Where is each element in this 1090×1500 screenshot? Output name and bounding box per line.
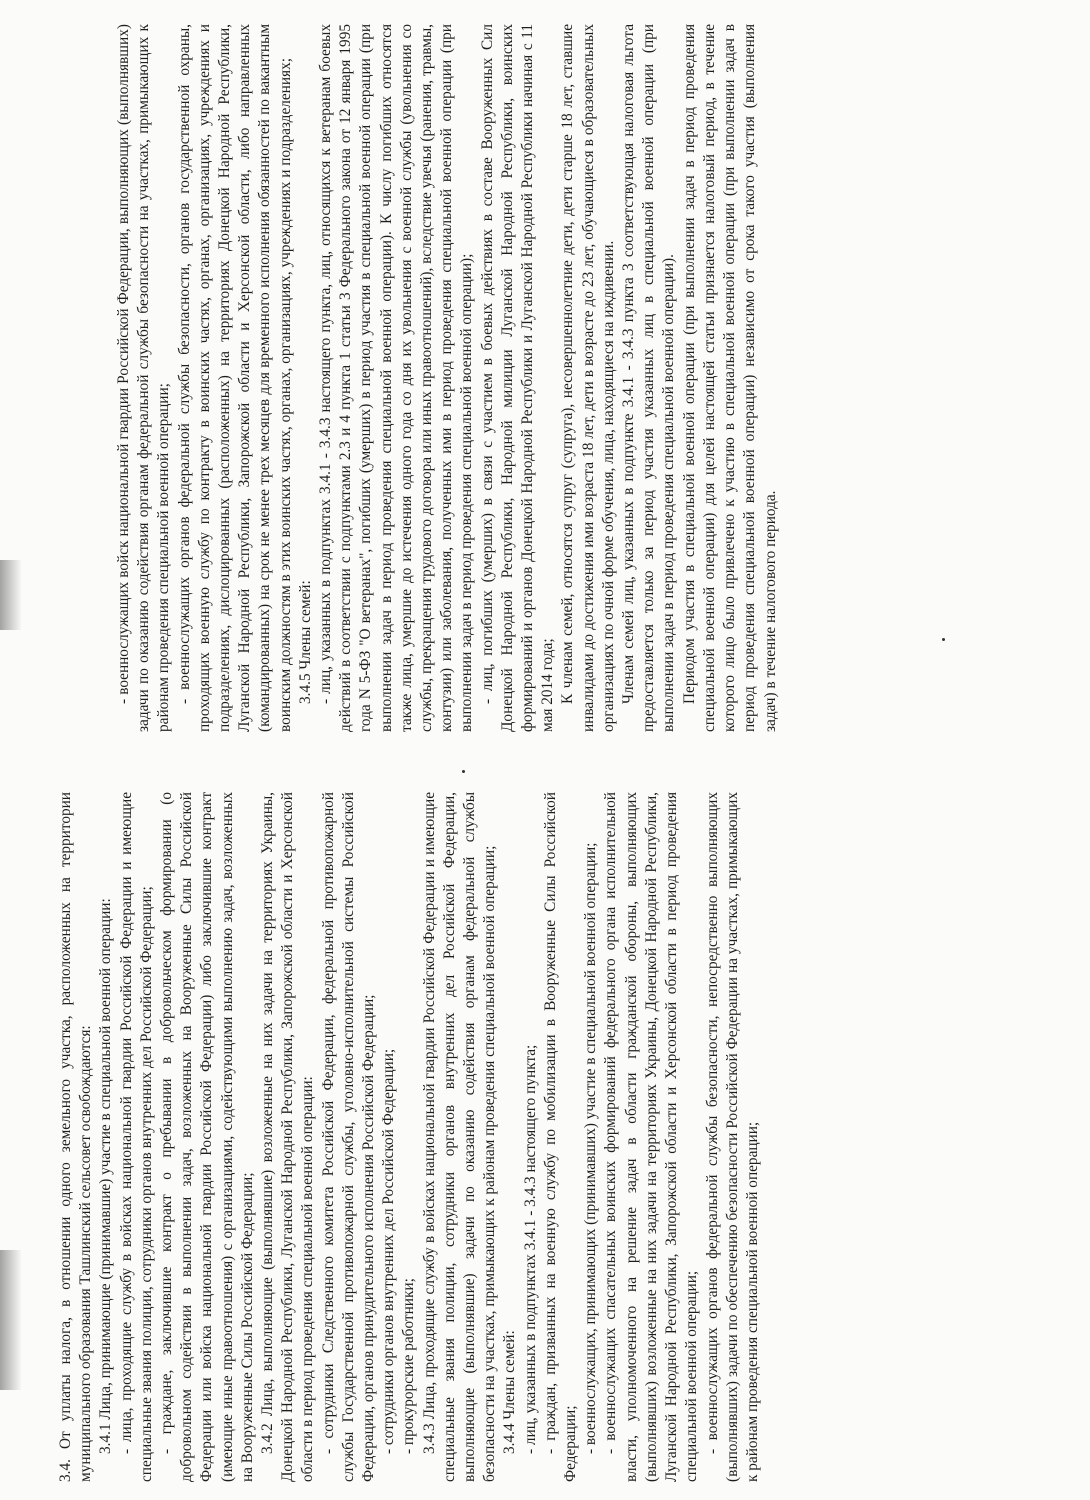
list-item: - лиц, погибших (умерших) в связи с участием в боевых действиях в составе Вооруженных Сил Донецкой Народной Республики, Народной милиции Луганской Народной Республики, воинских формирований и органов Донецкой Народной Республики и Луганской Народной Республики начиная с 11 мая 2014 года; xyxy=(478,24,557,732)
paragraph-3-4-3: 3.4.3 Лица, проходящие службу в войсках национальной гвардии Российской Федерации и имеющие специальные звания полиции, сотрудники органов внутренних дел Российской Федерации, выполняющие (выполнявшие) задачи по оказанию содействия органам федеральной службы безопасности на участках, примыкающих к районам проведения специальной военной операции; xyxy=(420,792,499,1482)
scan-shadow-top xyxy=(0,560,22,630)
right-column xyxy=(114,24,1090,732)
list-item: - прокурорские работники; xyxy=(400,1278,418,1454)
benefit-period-note: Членам семей лиц, указанных в подпункте 3.4.1 - 3.4.3 пункта 3 соответствующая налоговая льгота предоставляется только за период участия указанных лиц в специальной военной операции (при выполнении задач в период проведения специальной военной операции). xyxy=(620,24,678,732)
list-item: - военнослужащих, принимающих (принимавших) участие в специальной военной операции; xyxy=(582,842,600,1454)
family-definition: К членам семей, относятся супруг (супруга), несовершеннолетние дети, дети старше 18 лет, ставшие инвалидами до достижения ими возраста 18 лет, дети в возрасте до 23 лет, обучающиеся в образовательных организациях по очной форме обучения, лица, находящиеся на иждивении. xyxy=(559,24,617,732)
paragraph-3-4-4: 3.4.4 Члены семей: xyxy=(501,1330,519,1454)
list-item: - сотрудники Следственного комитета Российской Федерации, федеральной противопожарной службы Государственной противопожарной службы, уголовно-исполнительной системы Российской Федерации, органов принудительного исполнения Российской Федерации; xyxy=(319,792,378,1482)
list-item: - сотрудники органов внутренних дел Российской Федерации; xyxy=(380,1048,398,1454)
paragraph-3-4: 3.4. От уплаты налога, в отношении одного земельного участка, расположенных на территории муниципального образования Ташлинский сельсовет освобождаются: xyxy=(57,792,95,1482)
list-item: - граждане, заключившие контракт о пребывании в добровольческом формировании (о добровольном содействии в выполнении задач, возложенных на Вооруженные Силы Российской Федерации или войска национальной гвардии Российской Федерации) либо заключившие контракт (имеющие иные правоотношения) с организациями, содействующими выполнению задач, возложенных на Вооруженные Силы Российской Федерации; xyxy=(158,792,256,1482)
paragraph-3-4-1: 3.4.1 Лица, принимающие (принимавшие) участие в специальной военной операции: xyxy=(97,898,115,1454)
participation-period-note: Периодом участия в специальной военной операции (при выполнении задач в период проведения специальной военной операции) для целей настоящей статьи признается налоговый период, в течение которого лицо было привлечено к участию в специальной военной операции (при выполнении задач в период проведения специальной военной операции) независимо от срока такого участия (выполнения задач) в течение налогового периода. xyxy=(680,24,779,732)
list-item: - лица, проходящие службу в войсках национальной гвардии Российской Федерации и имеющие специальные звания полиции, сотрудники органов внутренних дел Российской Федерации; xyxy=(117,792,155,1482)
list-item: - граждан, призванных на военную службу по мобилизации в Вооруженные Силы Российской Федерации; xyxy=(541,792,580,1482)
list-item: - военнослужащих спасательных воинских формирований федерального органа исполнительной власти, уполномоченного на решение задач в области гражданской обороны, выполняющих (выполнявших) возложенные на них задачи на территориях Украины, Донецкой Народной Республики, Луганской Народной Республики, Запорожской области и Херсонской области в период проведения специальной военной операции; xyxy=(602,792,701,1482)
list-item: - лиц, указанных в подпунктах 3.4.1 - 3.4.3 настоящего пункта; xyxy=(521,1044,539,1454)
paragraph-3-4-5: 3.4.5 Члены семей: xyxy=(296,580,314,704)
list-item: - военнослужащих войск национальной гвардии Российской Федерации, выполняющих (выполнявших) задачи по оказанию содействия органам федеральной службы безопасности на участках, примыкающих к районам проведения специальной военной операции; xyxy=(115,24,173,732)
scan-shadow-bottom xyxy=(0,1250,22,1390)
list-item: - лиц, указанных в подпунктах 3.4.1 - 3.4.3 настоящего пункта, лиц, относящихся к ветеранам боевых действий в соответствии с подпунктами 2.3 и 4 пункта 1 статьи 3 Федерального закона от 12 января 1995 года N 5-ФЗ "О ветеранах", погибших (умерших) в период участия в специальной военной операции (при выполнении задач в период проведения специальной военной операции). К числу погибших относятся также лица, умершие до истечения одного года со дня их увольнения с военной службы (увольнения со службы, прекращения трудового договора или иных правоотношений), вследствие увечья (ранения, травмы, контузии) или заболевания, полученных ими в период проведения специальной военной операции (при выполнении задач в период проведения специальной военной операции); xyxy=(317,24,476,732)
list-item: - военнослужащих органов федеральной службы безопасности, непосредственно выполняющих (выполнявших) задачи по обеспечению безопасности Российской Федерации на участках, примыкающих к районам проведения специальной военной операции; xyxy=(703,792,761,1482)
paragraph-3-4-2: 3.4.2 Лица, выполняющие (выполнявшие) возложенные на них задачи на территориях Украины, Донецкой Народной Республики, Луганской Народной Республики, Запорожской области и Херсонской области в период проведения специальной военной операции: xyxy=(259,792,317,1482)
list-item: - военнослужащих органов федеральной службы безопасности, органов государственной охраны, проходящих военную службу по контракту в воинских частях, органах, организациях, учреждениях и подразделениях, дислоцированных (расположенных) на территориях Донецкой Народной Республики, Луганской Народной Республики, Запорожской области и Херсонской области, либо направленных (командированных) на срок не менее трех месяцев для временного исполнения обязанностей по вакантным воинским должностям в этих воинских частях, органах, организациях, учреждениях и подразделениях; xyxy=(175,24,294,732)
left-column xyxy=(56,792,1066,1482)
speck xyxy=(462,770,465,773)
